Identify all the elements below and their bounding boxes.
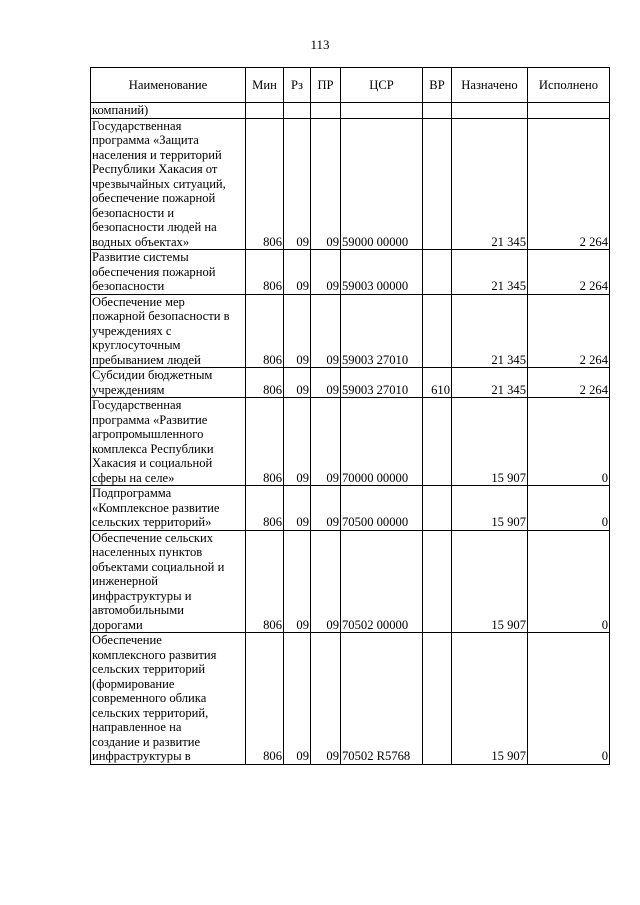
cell-csr: 70000 00000 <box>341 398 423 486</box>
cell-pr: 09 <box>311 118 341 250</box>
cell-rz: 09 <box>284 398 311 486</box>
cell-executed: 0 <box>528 633 610 765</box>
cell-vr <box>423 633 452 765</box>
table-header-row <box>91 68 610 103</box>
cell-rz: 09 <box>284 250 311 295</box>
cell-min: 806 <box>246 633 284 765</box>
table-row <box>91 250 610 295</box>
cell-csr: 59003 00000 <box>341 250 423 295</box>
cell-vr <box>423 250 452 295</box>
cell-min <box>246 103 284 119</box>
cell-rz: 09 <box>284 633 311 765</box>
cell-assigned <box>452 103 528 119</box>
table-row <box>91 633 610 765</box>
cell-name: Развитие системы обеспечения пожарной безопасности <box>91 250 246 295</box>
column-header-assigned: Назначено <box>452 68 528 103</box>
cell-executed: 2 264 <box>528 368 610 398</box>
page-number: 113 <box>310 37 330 52</box>
table-row <box>91 294 610 368</box>
cell-assigned: 15 907 <box>452 633 528 765</box>
cell-name: Обеспечение комплексного развития сельских территорий (формирование современного облика сельских территорий, направленное на создание и развитие инфраструктуры в <box>91 633 246 765</box>
cell-min: 806 <box>246 118 284 250</box>
cell-name: Государственная программа «Развитие агропромышленного комплекса Республики Хакасия и социальной сферы на селе» <box>91 398 246 486</box>
table-row <box>91 368 610 398</box>
cell-vr <box>423 530 452 633</box>
cell-executed: 2 264 <box>528 250 610 295</box>
cell-vr <box>423 486 452 531</box>
cell-rz: 09 <box>284 530 311 633</box>
budget-table <box>90 67 610 765</box>
cell-vr <box>423 294 452 368</box>
cell-pr <box>311 103 341 119</box>
cell-assigned: 21 345 <box>452 250 528 295</box>
cell-pr: 09 <box>311 486 341 531</box>
column-header-vr: ВР <box>423 68 452 103</box>
cell-pr: 09 <box>311 530 341 633</box>
cell-executed: 2 264 <box>528 118 610 250</box>
cell-executed: 0 <box>528 486 610 531</box>
cell-pr: 09 <box>311 294 341 368</box>
column-header-name: Наименование <box>91 68 246 103</box>
cell-assigned: 21 345 <box>452 368 528 398</box>
column-header-executed: Исполнено <box>528 68 610 103</box>
cell-rz: 09 <box>284 486 311 531</box>
cell-csr: 70500 00000 <box>341 486 423 531</box>
cell-csr: 70502 R5768 <box>341 633 423 765</box>
cell-executed <box>528 103 610 119</box>
cell-rz: 09 <box>284 118 311 250</box>
cell-pr: 09 <box>311 368 341 398</box>
cell-vr: 610 <box>423 368 452 398</box>
cell-name: Обеспечение сельских населенных пунктов объектами социальной и инженерной инфраструктуры и автомобильными дорогами <box>91 530 246 633</box>
table-row <box>91 398 610 486</box>
cell-pr: 09 <box>311 398 341 486</box>
cell-executed: 0 <box>528 530 610 633</box>
cell-min: 806 <box>246 530 284 633</box>
cell-executed: 0 <box>528 398 610 486</box>
cell-min: 806 <box>246 250 284 295</box>
cell-name: Субсидии бюджетным учреждениям <box>91 368 246 398</box>
cell-csr <box>341 103 423 119</box>
cell-csr: 59003 27010 <box>341 294 423 368</box>
cell-assigned: 15 907 <box>452 486 528 531</box>
table-row <box>91 103 610 119</box>
cell-min: 806 <box>246 368 284 398</box>
cell-vr <box>423 398 452 486</box>
column-header-csr: ЦСР <box>341 68 423 103</box>
cell-assigned: 21 345 <box>452 118 528 250</box>
column-header-min: Мин <box>246 68 284 103</box>
table-row <box>91 118 610 250</box>
cell-name: Подпрограмма «Комплексное развитие сельских территорий» <box>91 486 246 531</box>
cell-name: Государственная программа «Защита населения и территорий Республики Хакасия от чрезвычайных ситуаций, обеспечение пожарной безопасности и безопасности людей на водных объектах» <box>91 118 246 250</box>
cell-name: Обеспечение мер пожарной безопасности в учреждениях с круглосуточным пребыванием людей <box>91 294 246 368</box>
cell-csr: 70502 00000 <box>341 530 423 633</box>
cell-rz: 09 <box>284 368 311 398</box>
cell-assigned: 21 345 <box>452 294 528 368</box>
cell-vr <box>423 118 452 250</box>
cell-vr <box>423 103 452 119</box>
cell-min: 806 <box>246 486 284 531</box>
cell-name: компаний) <box>91 103 246 119</box>
cell-csr: 59003 27010 <box>341 368 423 398</box>
cell-min: 806 <box>246 294 284 368</box>
cell-rz: 09 <box>284 294 311 368</box>
table-row <box>91 486 610 531</box>
cell-csr: 59000 00000 <box>341 118 423 250</box>
column-header-rz: Рз <box>284 68 311 103</box>
cell-executed: 2 264 <box>528 294 610 368</box>
table-row <box>91 530 610 633</box>
cell-pr: 09 <box>311 250 341 295</box>
cell-assigned: 15 907 <box>452 530 528 633</box>
cell-rz <box>284 103 311 119</box>
cell-assigned: 15 907 <box>452 398 528 486</box>
cell-pr: 09 <box>311 633 341 765</box>
cell-min: 806 <box>246 398 284 486</box>
column-header-pr: ПР <box>311 68 341 103</box>
